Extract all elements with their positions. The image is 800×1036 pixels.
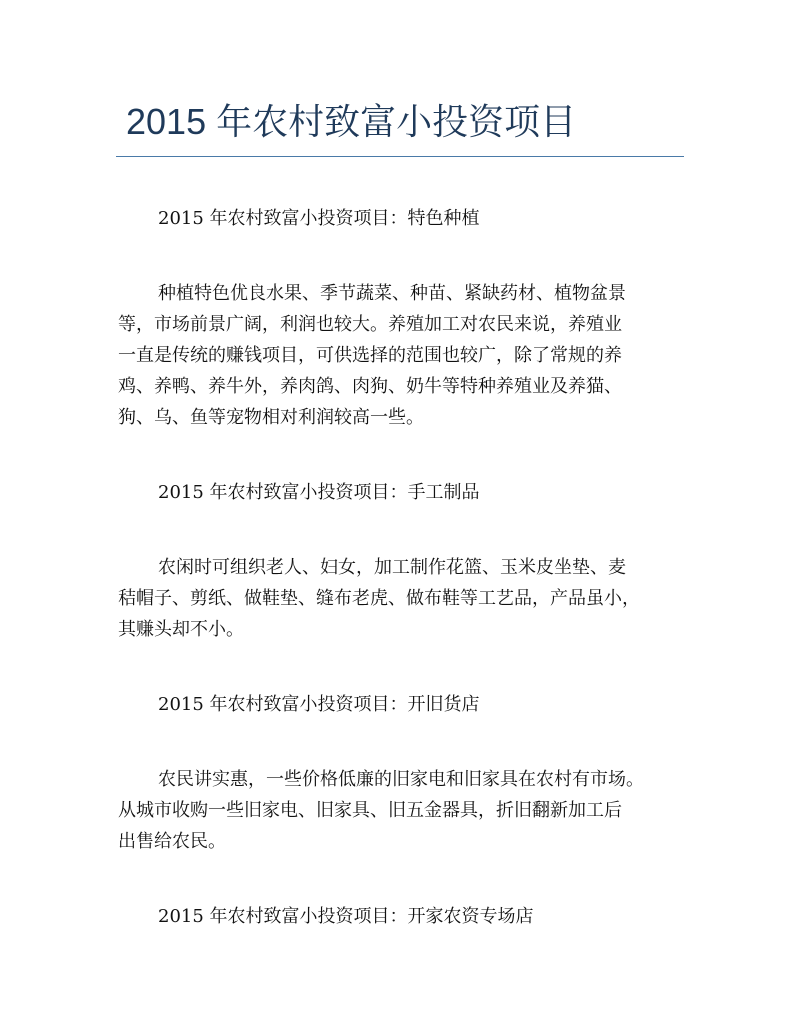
section-heading-handicrafts: 2015 年农村致富小投资项目：手工制品 bbox=[158, 482, 480, 503]
paragraph-line: 狗、乌、鱼等宠物相对利润较高一些。 bbox=[118, 407, 424, 428]
paragraph-secondhand-store bbox=[118, 764, 678, 857]
document-body bbox=[118, 203, 678, 976]
paragraph-line: 农民讲实惠，一些价格低廉的旧家电和旧家具在农村有市场。 bbox=[158, 769, 644, 790]
paragraph-line: 其赚头却不小。 bbox=[118, 619, 244, 640]
paragraph-handicrafts bbox=[118, 552, 678, 645]
paragraph-line: 等，市场前景广阔，利润也较大。养殖加工对农民来说，养殖业 bbox=[118, 314, 622, 335]
paragraph-line: 从城市收购一些旧家电、旧家具、旧五金器具，折旧翻新加工后 bbox=[118, 800, 622, 821]
paragraph-line: 农闲时可组织老人、妇女，加工制作花篮、玉米皮坐垫、麦 bbox=[158, 557, 626, 578]
paragraph-line: 一直是传统的赚钱项目，可供选择的范围也较广，除了常规的养 bbox=[118, 345, 622, 366]
paragraph-line: 鸡、养鸭、养牛外，养肉鸽、肉狗、奶牛等特种养殖业及养猫、 bbox=[118, 376, 622, 397]
paragraph-line: 秸帽子、剪纸、做鞋垫、缝布老虎、做布鞋等工艺品，产品虽小， bbox=[118, 588, 640, 609]
document-title: 2015 年农村致富小投资项目 bbox=[126, 101, 577, 142]
section-heading-secondhand-store: 2015 年农村致富小投资项目：开旧货店 bbox=[158, 694, 480, 715]
paragraph-line: 出售给农民。 bbox=[118, 831, 226, 852]
section-heading-specialty-planting: 2015 年农村致富小投资项目：特色种植 bbox=[158, 208, 480, 229]
section-heading-agri-supply-store: 2015 年农村致富小投资项目：开家农资专场店 bbox=[158, 906, 534, 927]
title-underline bbox=[116, 156, 684, 157]
paragraph-specialty-planting bbox=[118, 278, 678, 433]
paragraph-line: 种植特色优良水果、季节蔬菜、种苗、紧缺药材、植物盆景 bbox=[158, 283, 626, 304]
